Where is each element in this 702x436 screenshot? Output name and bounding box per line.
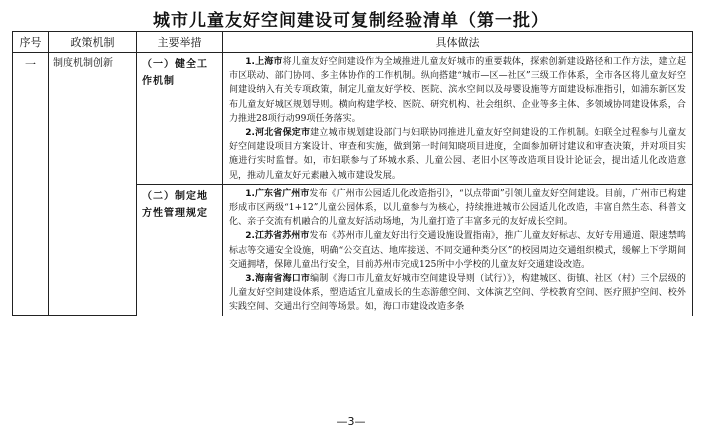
practice-item: 1.广东省广州市发布《广州市公园适儿化改造指引》，“以点带面”引领儿童友好空间建设。目前，广州市已构建形成市区两级“1+12”儿童公园体系，以儿童参与为核心，持续推进城市公园适儿化改造，丰富自然生态、科普文化、亲子交流有机融合的儿童友好活动场地，为儿童打造了丰富多元的友好成长空间。 [229,188,686,228]
page-number: —3— [336,415,366,428]
measure-cell: （二）制定地方性管理规定 [137,184,223,315]
table-row [13,53,693,185]
header-measures: 主要举措 [137,32,223,53]
practice-item: 2.江苏省苏州市发布《苏州市儿童友好出行交通设施设置指南》，推广儿童友好标志、友好专用通道、限速禁鸣标志等交通安全设施，明确“公交直达、地库接送、不同交通种类分区”的校园周边交通组织模式，缓解上下学期间交通拥堵，保障儿童出行安全，目前苏州市完成125所中小学校的儿童友好交通建设改造。 [229,231,686,270]
header-row [13,32,693,53]
header-mechanism: 政策机制 [49,32,137,53]
measure-cell: （一）健全工作机制 [137,53,223,185]
seq-cell: 一 [13,53,49,316]
practice-cell [223,184,693,315]
practice-cell [223,53,693,185]
practice-item: 3.海南省海口市编制《海口市儿童友好城市空间建设导则（试行）》，构建城区、街镇、社区（村）三个层级的儿童友好空间建设体系，塑造适宜儿童成长的生态游憩空间、文体演艺空间、学校教育空间、医疗照护空间、校外实践空间、交通出行空间等场景。如，海口市建设改造多条 [229,274,686,313]
practice-item: 2.河北省保定市建立城市规划建设部门与妇联协同推进儿童友好空间建设的工作机制。妇联全过程参与儿童友好空间建设项目方案设计、审查和实施，做到第一时间知晓项目进度，全面参加研讨建议和审查决策，并对项目实施进行实时监督。如，市妇联参与了环城水系、儿童公园、老旧小区等改造项目设计论证会，提出适儿化改造意见，推动儿童友好元素融入城市建设发展。 [229,128,686,181]
practice-item: 1.上海市将儿童友好空间建设作为全域推进儿童友好城市的重要载体，探索创新建设路径和工作方法，建立起市区联动、部门协同、多主体协作的工作机制。纵向搭建“城市—区—社区”三级工作体系，全市各区将儿童友好空间建设纳入有关专项政策，制定儿童友好学校、医院、滨水空间以及母婴设施等方面建设标准指引，如浦东新区发布儿童友好城区规划导则。横向构建学校、医院、研究机构、社会组织、企业等多主体、多领域协同建设体系，合力推进28项行动99项任务落实。 [229,57,687,124]
header-seq: 序号 [13,32,49,53]
experience-table [12,31,693,316]
header-practice: 具体做法 [223,32,693,53]
document-title: 城市儿童友好空间建设可复制经验清单（第一批） [153,11,549,31]
mechanism-cell: 制度机制创新 [49,53,137,316]
